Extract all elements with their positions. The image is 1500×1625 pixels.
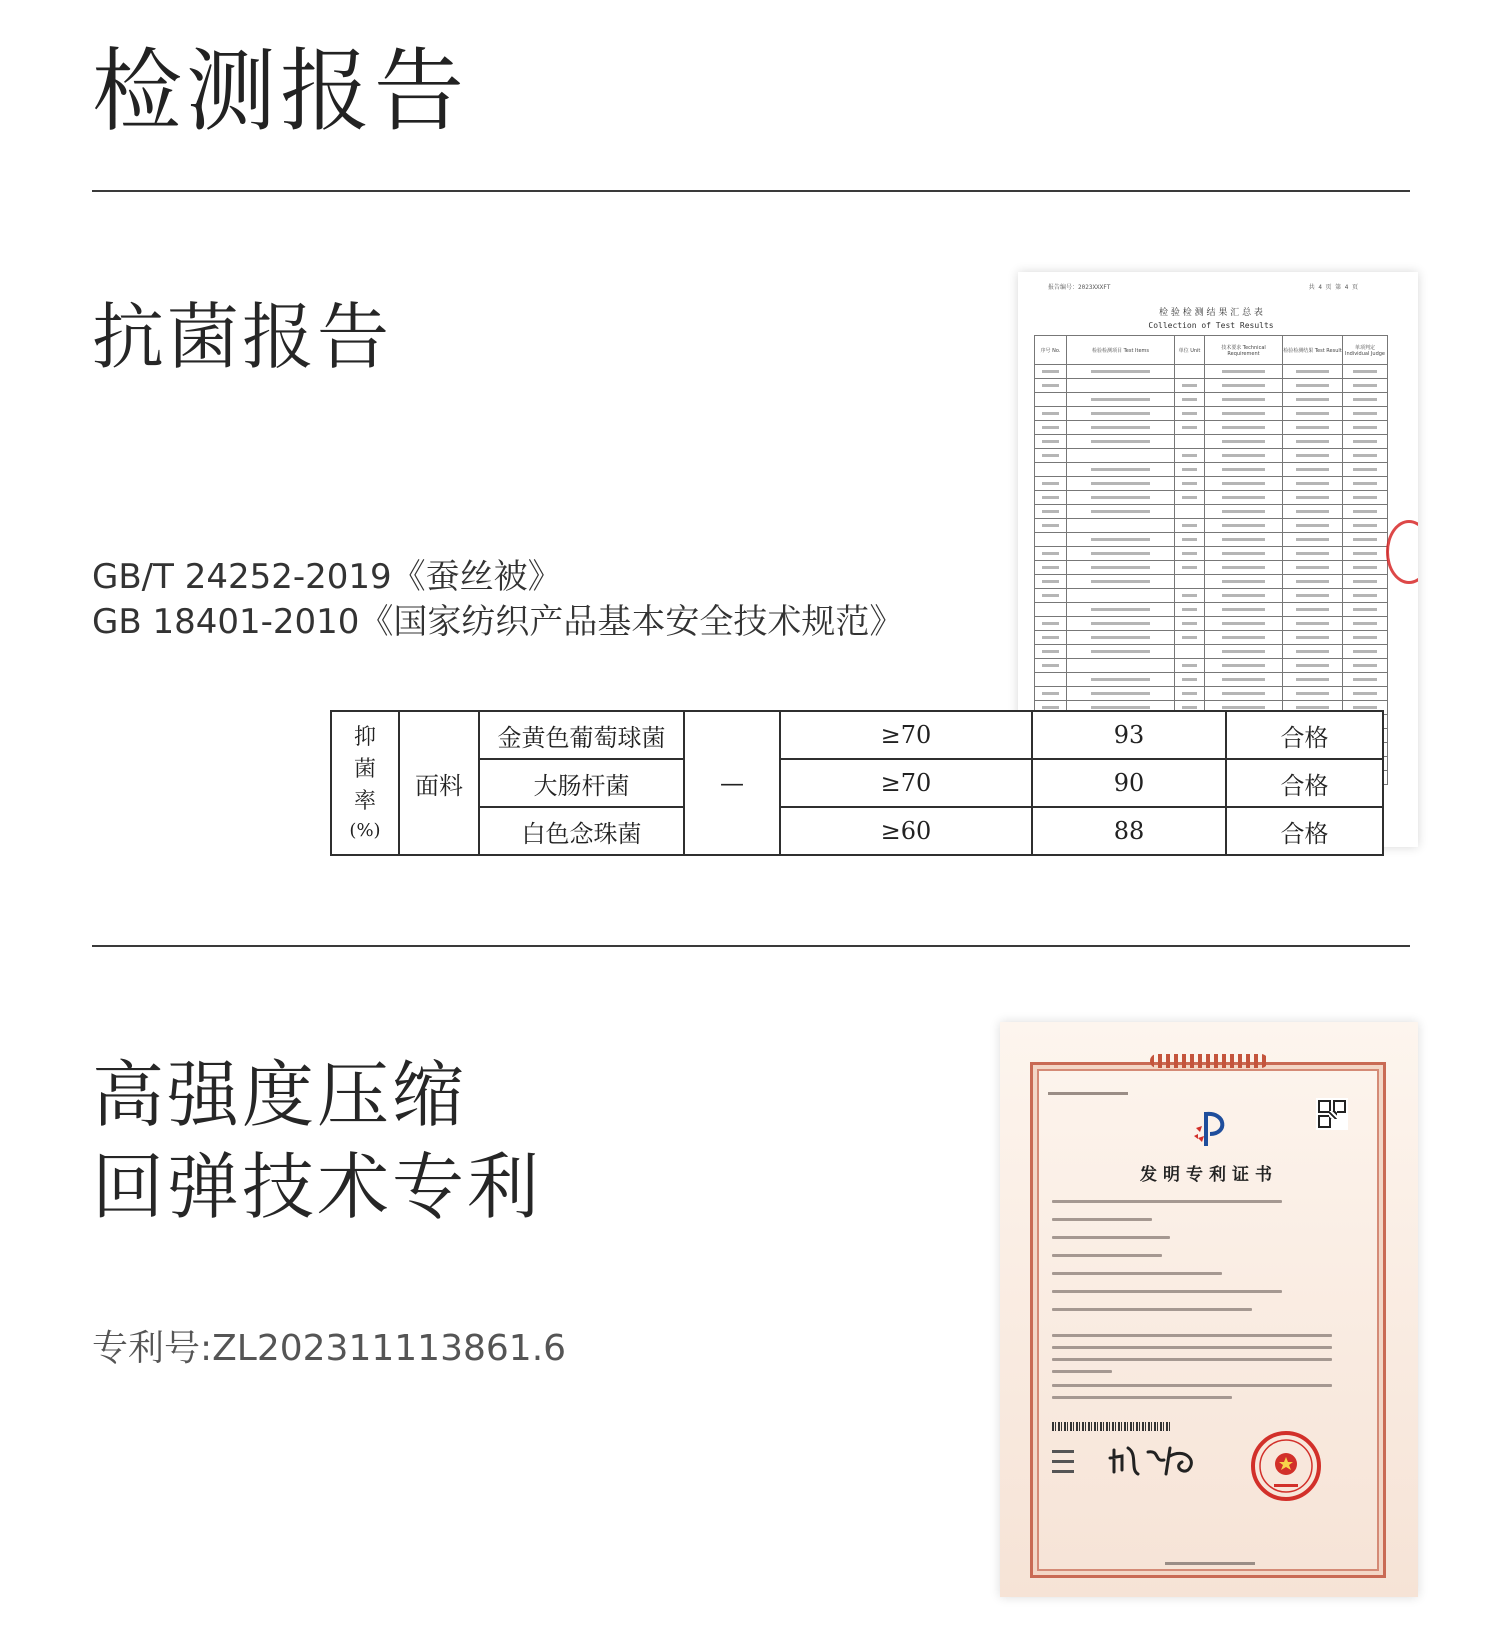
certificate-text-line [1052, 1308, 1252, 1311]
certificate-text-line [1052, 1334, 1332, 1337]
cnipa-logo-icon [1192, 1106, 1232, 1150]
table-row [331, 759, 1383, 807]
report-scan-row [1035, 673, 1388, 687]
report-col-judge: 单项判定 Individual Judge [1343, 336, 1388, 365]
certificate-text-line [1052, 1370, 1112, 1373]
report-scan-row [1035, 589, 1388, 603]
patent-number: 专利号:ZL202311113861.6 [92, 1328, 567, 1369]
report-scan-row [1035, 645, 1388, 659]
requirement-cell: ≥70 [780, 711, 1032, 759]
report-scan-row [1035, 687, 1388, 701]
report-scan-row [1035, 435, 1388, 449]
report-number: 报告编号：2023XXXFT [1048, 284, 1111, 291]
report-scan-row [1035, 463, 1388, 477]
standard-silk-quilt: GB/T 24252-2019《蚕丝被》 [92, 557, 562, 597]
report-scan-row [1035, 477, 1388, 491]
report-col-no: 序号 No. [1035, 336, 1067, 365]
table-row [331, 711, 1383, 759]
antibacterial-rate-table [330, 710, 1384, 856]
unit-cell: — [684, 711, 780, 855]
report-scan-row [1035, 491, 1388, 505]
judge-cell: 合格 [1226, 759, 1383, 807]
report-scan-row [1035, 449, 1388, 463]
qr-code-icon [1318, 1100, 1346, 1128]
report-caption: 检 验 检 测 结 果 汇 总 表 [1159, 308, 1263, 318]
patent-title-line-2: 回弹技术专利 [92, 1145, 543, 1229]
rate-label-char: 率 [353, 788, 376, 814]
report-scan-row [1035, 603, 1388, 617]
material-cell: 面料 [399, 711, 479, 855]
patent-certificate-image [1000, 1022, 1418, 1597]
certificate-text-line [1052, 1290, 1282, 1293]
report-scan-row [1035, 379, 1388, 393]
rate-label-unit: (%) [349, 819, 381, 841]
handwritten-signature [1108, 1440, 1204, 1480]
certificate-text-line [1052, 1272, 1222, 1275]
report-scan-row [1035, 547, 1388, 561]
judge-cell: 合格 [1226, 807, 1383, 855]
report-scan-row [1035, 421, 1388, 435]
report-col-unit: 单位 Unit [1175, 336, 1205, 365]
barcode-icon [1052, 1422, 1170, 1431]
certificate-text-line [1052, 1236, 1170, 1239]
certificate-text-line [1052, 1384, 1332, 1387]
result-cell: 93 [1032, 711, 1226, 759]
rate-label-char: 菌 [353, 757, 376, 782]
section-divider [92, 945, 1410, 947]
rate-label-char: 抑 [353, 725, 376, 751]
bacteria-name: 金黄色葡萄球菌 [479, 711, 684, 759]
bacteria-name: 大肠杆菌 [479, 759, 684, 807]
report-scan-row [1035, 407, 1388, 421]
report-scan-row [1035, 519, 1388, 533]
antibacterial-title: 抗菌报告 [92, 295, 393, 379]
requirement-cell: ≥60 [780, 807, 1032, 855]
certificate-text-line [1052, 1254, 1162, 1257]
page-title: 检测报告 [92, 39, 468, 144]
certificate-text-line [1052, 1358, 1332, 1361]
requirement-cell: ≥70 [780, 759, 1032, 807]
certificate-text-line [1052, 1218, 1152, 1221]
report-col-items: 检验检测项目 Test Items [1067, 336, 1175, 365]
report-scan-row [1035, 505, 1388, 519]
certificate-title: 发明专利证书 [1140, 1165, 1278, 1185]
report-scan-row [1035, 617, 1388, 631]
report-scan-row [1035, 631, 1388, 645]
patent-title-line-1: 高强度压缩 [92, 1053, 468, 1137]
standard-textile-safety: GB 18401-2010《国家纺织产品基本安全技术规范》 [92, 602, 904, 642]
certificate-number-scribble [1048, 1092, 1128, 1095]
certificate-text-line [1052, 1346, 1332, 1349]
certificate-text-line [1052, 1396, 1232, 1399]
report-scan-row [1035, 659, 1388, 673]
report-page: 共 4 页 第 4 页 [1308, 284, 1358, 291]
report-scan-row [1035, 575, 1388, 589]
table-row [331, 807, 1383, 855]
official-seal-icon [1250, 1430, 1322, 1502]
certificate-footer-scribble [1165, 1562, 1255, 1565]
report-scan-row [1035, 365, 1388, 379]
inspection-seal [1386, 520, 1418, 584]
certificate-text-line [1052, 1200, 1282, 1203]
report-scan-row [1035, 393, 1388, 407]
certificate-ornament [1150, 1054, 1268, 1068]
signature-label-scribble [1052, 1450, 1074, 1476]
report-scan-row [1035, 561, 1388, 575]
bacteria-name: 白色念珠菌 [479, 807, 684, 855]
rate-label [331, 711, 399, 855]
report-caption-en: Collection of Test Results [1148, 321, 1274, 330]
judge-cell: 合格 [1226, 711, 1383, 759]
result-cell: 90 [1032, 759, 1226, 807]
section-divider [92, 190, 1410, 192]
report-col-result: 检验检测结果 Test Result [1283, 336, 1343, 365]
result-cell: 88 [1032, 807, 1226, 855]
report-scan-row [1035, 533, 1388, 547]
report-col-requirement: 技术要求 Technical Requirement [1205, 336, 1283, 365]
